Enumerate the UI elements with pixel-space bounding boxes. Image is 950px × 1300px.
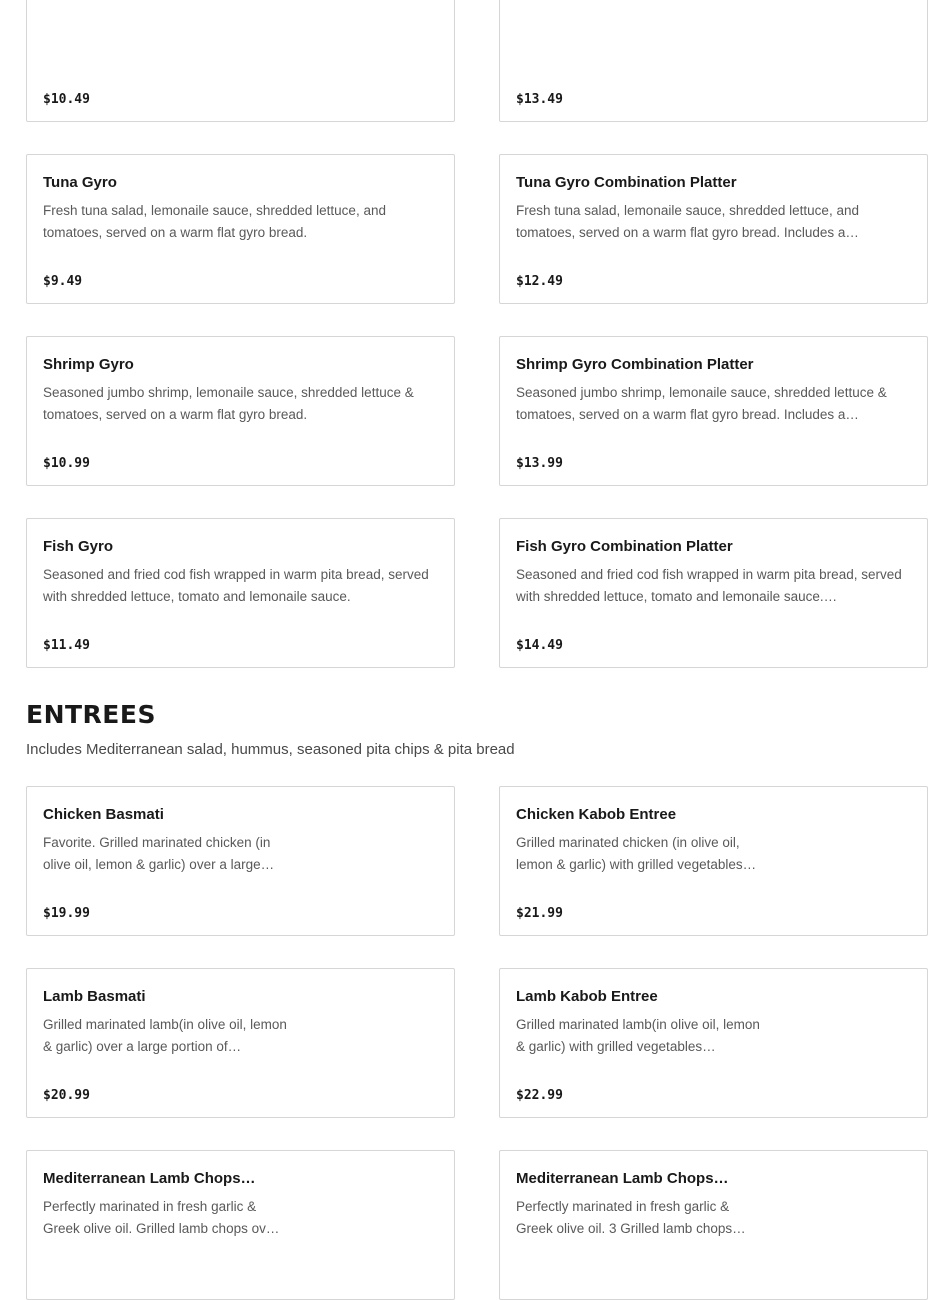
menu-item-price: $11.49	[43, 638, 90, 653]
gyros-grid	[26, 0, 928, 668]
menu-item-description: Favorite. Grilled marinated chicken (in olive oil, lemon & garlic) over a large…	[43, 835, 275, 872]
menu-item-card-chicken-basmati[interactable]	[26, 786, 455, 936]
menu-item-card-fish-gyro[interactable]	[26, 518, 455, 668]
menu-item-card-lamb-kabob-entree[interactable]	[499, 968, 928, 1118]
menu-item-price: $13.99	[516, 456, 563, 471]
section-title: ENTREES	[26, 700, 156, 729]
menu-item-title: Tuna Gyro	[43, 174, 117, 191]
menu-item-card-shrimp-gyro[interactable]	[26, 336, 455, 486]
menu-item-description: Seasoned and fried cod fish wrapped in warm pita bread, served with shredded lettuce, tomato and lemonaile sauce.…	[516, 567, 902, 604]
menu-item-card-fish-gyro-platter[interactable]	[499, 518, 928, 668]
menu-item-title: Shrimp Gyro Combination Platter	[516, 356, 754, 373]
menu-item-title: Mediterranean Lamb Chops…	[516, 1170, 729, 1187]
menu-item-price: $9.49	[43, 274, 83, 289]
menu-item-price: $12.49	[516, 274, 563, 289]
menu-item-title: Lamb Kabob Entree	[516, 988, 658, 1005]
menu-item-title: Mediterranean Lamb Chops…	[43, 1170, 256, 1187]
menu-item-title: Shrimp Gyro	[43, 356, 134, 373]
menu-item-title: Chicken Basmati	[43, 806, 164, 823]
menu-item-card-shrimp-gyro-platter[interactable]	[499, 336, 928, 486]
menu-item-card-lamb-chops-2[interactable]	[499, 1150, 928, 1300]
menu-item-description: Perfectly marinated in fresh garlic & Greek olive oil. Grilled lamb chops ov…	[43, 1199, 280, 1236]
menu-item-price: $13.49	[516, 92, 563, 107]
menu-item-card-tuna-gyro-platter[interactable]	[499, 154, 928, 304]
menu-item-card-tuna-gyro[interactable]	[26, 154, 455, 304]
menu-item-title: Chicken Kabob Entree	[516, 806, 677, 823]
menu-item-price: $10.99	[43, 456, 90, 471]
menu-item-description: Seasoned jumbo shrimp, lemonaile sauce, shredded lettuce & tomatoes, served on a warm flat gyro bread. Includes a…	[516, 385, 887, 422]
menu-item-description: Fresh tuna salad, lemonaile sauce, shredded lettuce, and tomatoes, served on a warm flat gyro bread. Includes a…	[516, 203, 859, 240]
menu-item-description: Seasoned jumbo shrimp, lemonaile sauce, shredded lettuce & tomatoes, served on a warm flat gyro bread.	[43, 385, 414, 422]
menu-item-description: Fresh tuna salad, lemonaile sauce, shredded lettuce, and tomatoes, served on a warm flat gyro bread.	[43, 203, 386, 240]
menu-item-card-lamb-chops-1[interactable]	[26, 1150, 455, 1300]
menu-item-card[interactable]	[26, 0, 455, 122]
menu-item-card[interactable]	[499, 0, 928, 122]
menu-item-description: Grilled marinated lamb(in olive oil, lemon & garlic) with grilled vegetables…	[516, 1017, 760, 1054]
menu-page	[26, 0, 928, 1300]
menu-item-card-lamb-basmati[interactable]	[26, 968, 455, 1118]
menu-item-title: Lamb Basmati	[43, 988, 146, 1005]
menu-item-description: Perfectly marinated in fresh garlic & Greek olive oil. 3 Grilled lamb chops…	[516, 1199, 746, 1236]
menu-item-description: Grilled marinated lamb(in olive oil, lemon & garlic) over a large portion of…	[43, 1017, 287, 1054]
menu-item-price: $10.49	[43, 92, 90, 107]
menu-item-description: Grilled marinated chicken (in olive oil, lemon & garlic) with grilled vegetables…	[516, 835, 757, 872]
menu-item-price: $20.99	[43, 1088, 90, 1103]
menu-item-description: Seasoned and fried cod fish wrapped in warm pita bread, served with shredded lettuce, tomato and lemonaile sauce.	[43, 567, 429, 604]
menu-item-price: $19.99	[43, 906, 90, 921]
menu-item-title: Fish Gyro Combination Platter	[516, 538, 733, 555]
menu-item-title: Fish Gyro	[43, 538, 114, 555]
menu-item-price: $22.99	[516, 1088, 563, 1103]
menu-item-card-chicken-kabob-entree[interactable]	[499, 786, 928, 936]
menu-item-title: Tuna Gyro Combination Platter	[516, 174, 737, 191]
menu-item-price: $14.49	[516, 638, 563, 653]
entrees-grid	[26, 786, 928, 1300]
menu-item-price: $21.99	[516, 906, 563, 921]
entrees-section-header	[26, 700, 928, 760]
section-subtitle: Includes Mediterranean salad, hummus, seasoned pita chips & pita bread	[26, 741, 515, 758]
